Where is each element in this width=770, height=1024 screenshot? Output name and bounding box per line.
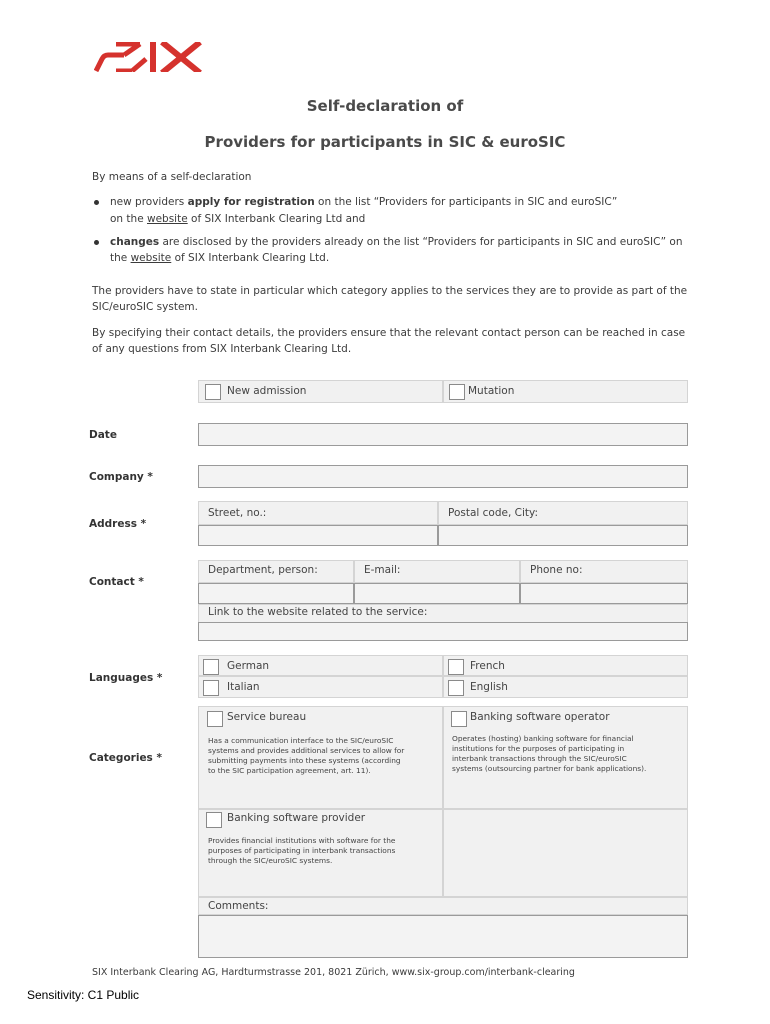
- intro-lead: By means of a self-declaration: [92, 171, 252, 183]
- dept-field[interactable]: [198, 583, 354, 604]
- german-checkbox[interactable]: [203, 659, 219, 675]
- french-label: French: [470, 660, 505, 672]
- bullet-1-line-2: on the website of SIX Interbank Clearing Ltd and: [110, 213, 366, 225]
- new-admission-label: New admission: [227, 385, 307, 397]
- mutation-label: Mutation: [468, 385, 515, 397]
- banking-provider-label: Banking software provider: [227, 812, 366, 824]
- dept-label: Department, person:: [208, 564, 318, 576]
- bullet-icon: [94, 240, 99, 245]
- bullet-icon: [94, 200, 99, 205]
- postal-city-field[interactable]: [438, 525, 688, 546]
- english-label: English: [470, 681, 508, 693]
- date-label: Date: [89, 429, 117, 441]
- new-admission-checkbox[interactable]: [205, 384, 221, 400]
- mutation-checkbox[interactable]: [449, 384, 465, 400]
- title-line-1: Self-declaration of: [306, 97, 464, 115]
- website-link[interactable]: website: [147, 213, 188, 225]
- address-label: Address *: [89, 518, 147, 530]
- comments-field[interactable]: [198, 915, 688, 958]
- street-field[interactable]: [198, 525, 438, 546]
- email-label: E-mail:: [364, 564, 401, 576]
- phone-field[interactable]: [520, 583, 688, 604]
- banking-operator-checkbox[interactable]: [451, 711, 467, 727]
- contact-label: Contact *: [89, 576, 144, 588]
- website-field[interactable]: [198, 622, 688, 641]
- comments-cell: [198, 897, 688, 915]
- email-field[interactable]: [354, 583, 520, 604]
- date-field[interactable]: [198, 423, 688, 446]
- empty-category-cell: [443, 809, 688, 897]
- service-bureau-label: Service bureau: [227, 711, 307, 723]
- sensitivity-label: Sensitivity: C1 Public: [27, 988, 140, 1002]
- intro-para-1-line-1: The providers have to state in particular which category applies to the services they are to provide as part of the: [92, 285, 688, 297]
- banking-provider-desc: Provides financial institutions with software for the purposes of participating in interbank transactions through the SIC/euroSIC systems.: [208, 836, 396, 865]
- intro-para-1-line-2: SIC/euroSIC system.: [92, 301, 198, 313]
- italian-checkbox[interactable]: [203, 680, 219, 696]
- service-bureau-desc: Has a communication interface to the SIC/euroSIC systems and provides additional services to allow for submitting payments into these systems (according to the SIC participation agreement, art. 11).: [208, 736, 405, 775]
- footer-address: SIX Interbank Clearing AG, Hardturmstrasse 201, 8021 Zürich, www.six-group.com/interbank-clearing: [92, 967, 575, 978]
- phone-label: Phone no:: [530, 564, 583, 576]
- street-label: Street, no.:: [208, 507, 267, 519]
- banking-provider-checkbox[interactable]: [206, 812, 222, 828]
- company-label: Company *: [89, 471, 153, 483]
- french-checkbox[interactable]: [448, 659, 464, 675]
- bullet-2-line-2: the website of SIX Interbank Clearing Ltd.: [110, 252, 330, 264]
- bullet-2-line-1: changes are disclosed by the providers already on the list “Providers for participants in SIC and euroSIC” on: [110, 236, 683, 248]
- english-checkbox[interactable]: [448, 680, 464, 696]
- postal-label: Postal code, City:: [448, 507, 539, 519]
- title-line-2: Providers for participants in SIC & euroSIC: [204, 133, 566, 151]
- banking-operator-desc: Operates (hosting) banking software for financial institutions for the purposes of participating in interbank transactions through the SIC/euroSIC systems (outsourcing partner for bank applications).: [452, 734, 647, 773]
- german-label: German: [227, 660, 270, 672]
- intro-para-2-line-1: By specifying their contact details, the providers ensure that the relevant contact person can be reached in case: [92, 327, 686, 339]
- banking-operator-label: Banking software operator: [470, 711, 610, 723]
- company-field[interactable]: [198, 465, 688, 488]
- categories-label: Categories *: [89, 752, 162, 764]
- intro-para-2-line-2: of any questions from SIX Interbank Clearing Ltd.: [92, 343, 352, 355]
- service-bureau-checkbox[interactable]: [207, 711, 223, 727]
- comments-label: Comments:: [208, 900, 269, 912]
- languages-label: Languages *: [89, 672, 163, 684]
- bullet-1-line-1: new providers apply for registration on the list “Providers for participants in SIC and euroSIC”: [110, 196, 618, 208]
- italian-label: Italian: [227, 681, 260, 693]
- website-label: Link to the website related to the service:: [208, 606, 428, 618]
- website-link[interactable]: website: [130, 252, 172, 264]
- six-logo: [94, 42, 204, 72]
